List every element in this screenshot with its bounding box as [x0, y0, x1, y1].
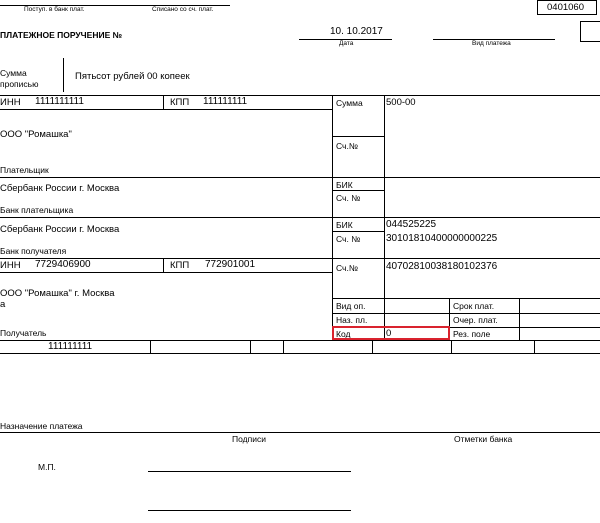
date-value: 10. 10.2017 — [330, 26, 383, 37]
payee-bank-bik-label: БИК — [336, 220, 353, 230]
payee-kpp-value: 772901001 — [205, 259, 256, 270]
payer-bank-name: Сбербанк России г. Москва — [0, 183, 120, 194]
col-line-payer-kpp — [163, 95, 164, 109]
payer-name: ООО "Ромашка" — [0, 129, 72, 140]
row-line-codes-2 — [332, 313, 600, 314]
row-line-codes-1 — [332, 298, 600, 299]
bank-marks-label: Отметки банка — [454, 434, 513, 444]
payer-bank-bik-label: БИК — [336, 180, 353, 190]
tax-divider-2 — [250, 340, 251, 353]
purpose-label: Назначение платежа — [0, 421, 83, 431]
row-line-payee-inn-bottom — [0, 272, 332, 273]
payee-inn-value: 7729406900 — [35, 259, 91, 270]
payer-inn-label: ИНН — [0, 97, 21, 108]
signature-line-1 — [148, 471, 351, 472]
payee-inn-label: ИНН — [0, 260, 21, 271]
amount-words-divider — [63, 58, 64, 92]
amount-label: Сумма — [336, 98, 363, 108]
form-code: 0401060 — [547, 2, 584, 13]
payee-bank-bik-value: 044525225 — [386, 219, 437, 230]
code-label: Код — [336, 329, 351, 339]
payee-acc-label: Сч.№ — [336, 263, 358, 273]
tax-divider-6 — [534, 340, 535, 353]
col-line-main — [332, 95, 333, 340]
payer-inn-value: 1111111111 — [35, 96, 84, 107]
tax-divider-4 — [372, 340, 373, 353]
reserve-label: Рез. поле — [453, 329, 491, 339]
order-label: Очер. плат. — [453, 315, 498, 325]
date-label: Дата — [339, 40, 354, 47]
payee-bank-label: Банк получателя — [0, 246, 67, 256]
col-line-payee-kpp — [163, 258, 164, 272]
row-line-payer-bottom — [0, 177, 600, 178]
received-label: Поступ. в банк плат. — [24, 6, 85, 13]
payer-bank-label: Банк плательщика — [0, 205, 74, 215]
code-highlight-box — [332, 326, 450, 340]
tax-divider-1 — [150, 340, 151, 353]
page-title: ПЛАТЕЖНОЕ ПОРУЧЕНИЕ № — [0, 30, 123, 40]
row-line-bik-payee — [332, 231, 384, 232]
payee-name-line-1: ООО "Ромашка" г. Москва — [0, 288, 115, 299]
code-value: 0 — [386, 328, 392, 339]
tax-divider-5 — [451, 340, 452, 353]
debited-label: Списано со сч. плат. — [152, 6, 214, 13]
payee-label: Получатель — [0, 328, 47, 338]
row-line-purpose-bottom — [0, 432, 600, 433]
amount-words-label-2: прописью — [0, 79, 39, 89]
col-line-values — [384, 95, 385, 340]
payee-bank-name: Сбербанк России г. Москва — [0, 224, 120, 235]
col-line-codes-right — [519, 298, 520, 340]
amount-value: 500-00 — [386, 97, 416, 108]
row-line-inn-bottom — [0, 109, 332, 110]
payer-bank-acc-label: Сч. № — [336, 193, 361, 203]
payee-acc-value: 40702810038180102376 — [386, 261, 498, 272]
due-label: Срок плат. — [453, 301, 495, 311]
row-line-inn — [0, 95, 600, 96]
amount-words-label-1: Сумма — [0, 68, 27, 78]
tax-row-value: 111111111 — [48, 341, 93, 352]
row-line-bik-payer — [332, 190, 384, 191]
tax-divider-3 — [283, 340, 284, 353]
signature-line-2 — [148, 510, 351, 511]
row-line-tax-bottom — [0, 353, 600, 354]
payee-bank-acc-label: Сч. № — [336, 234, 361, 244]
purpose-code-label: Наз. пл. — [336, 315, 368, 325]
payer-kpp-label: КПП — [170, 97, 190, 108]
stamp-label: М.П. — [38, 462, 56, 472]
op-type-label: Вид оп. — [336, 301, 366, 311]
status-box — [580, 21, 600, 42]
payee-bank-acc-value: 30101810400000000225 — [386, 233, 498, 244]
payer-account-label: Сч.№ — [336, 141, 358, 151]
payer-kpp-value: 111111111 — [203, 96, 248, 107]
row-line-sum-acc — [332, 136, 384, 137]
payer-label: Плательщик — [0, 165, 49, 175]
amount-words-value: Пятьсот рублей 00 копеек — [75, 71, 190, 82]
payee-name-line-2: а — [0, 299, 6, 310]
signatures-label: Подписи — [232, 434, 266, 444]
row-line-payer-bank-bottom — [0, 217, 600, 218]
payee-kpp-label: КПП — [170, 260, 190, 271]
payment-type-label: Вид платежа — [472, 40, 511, 47]
